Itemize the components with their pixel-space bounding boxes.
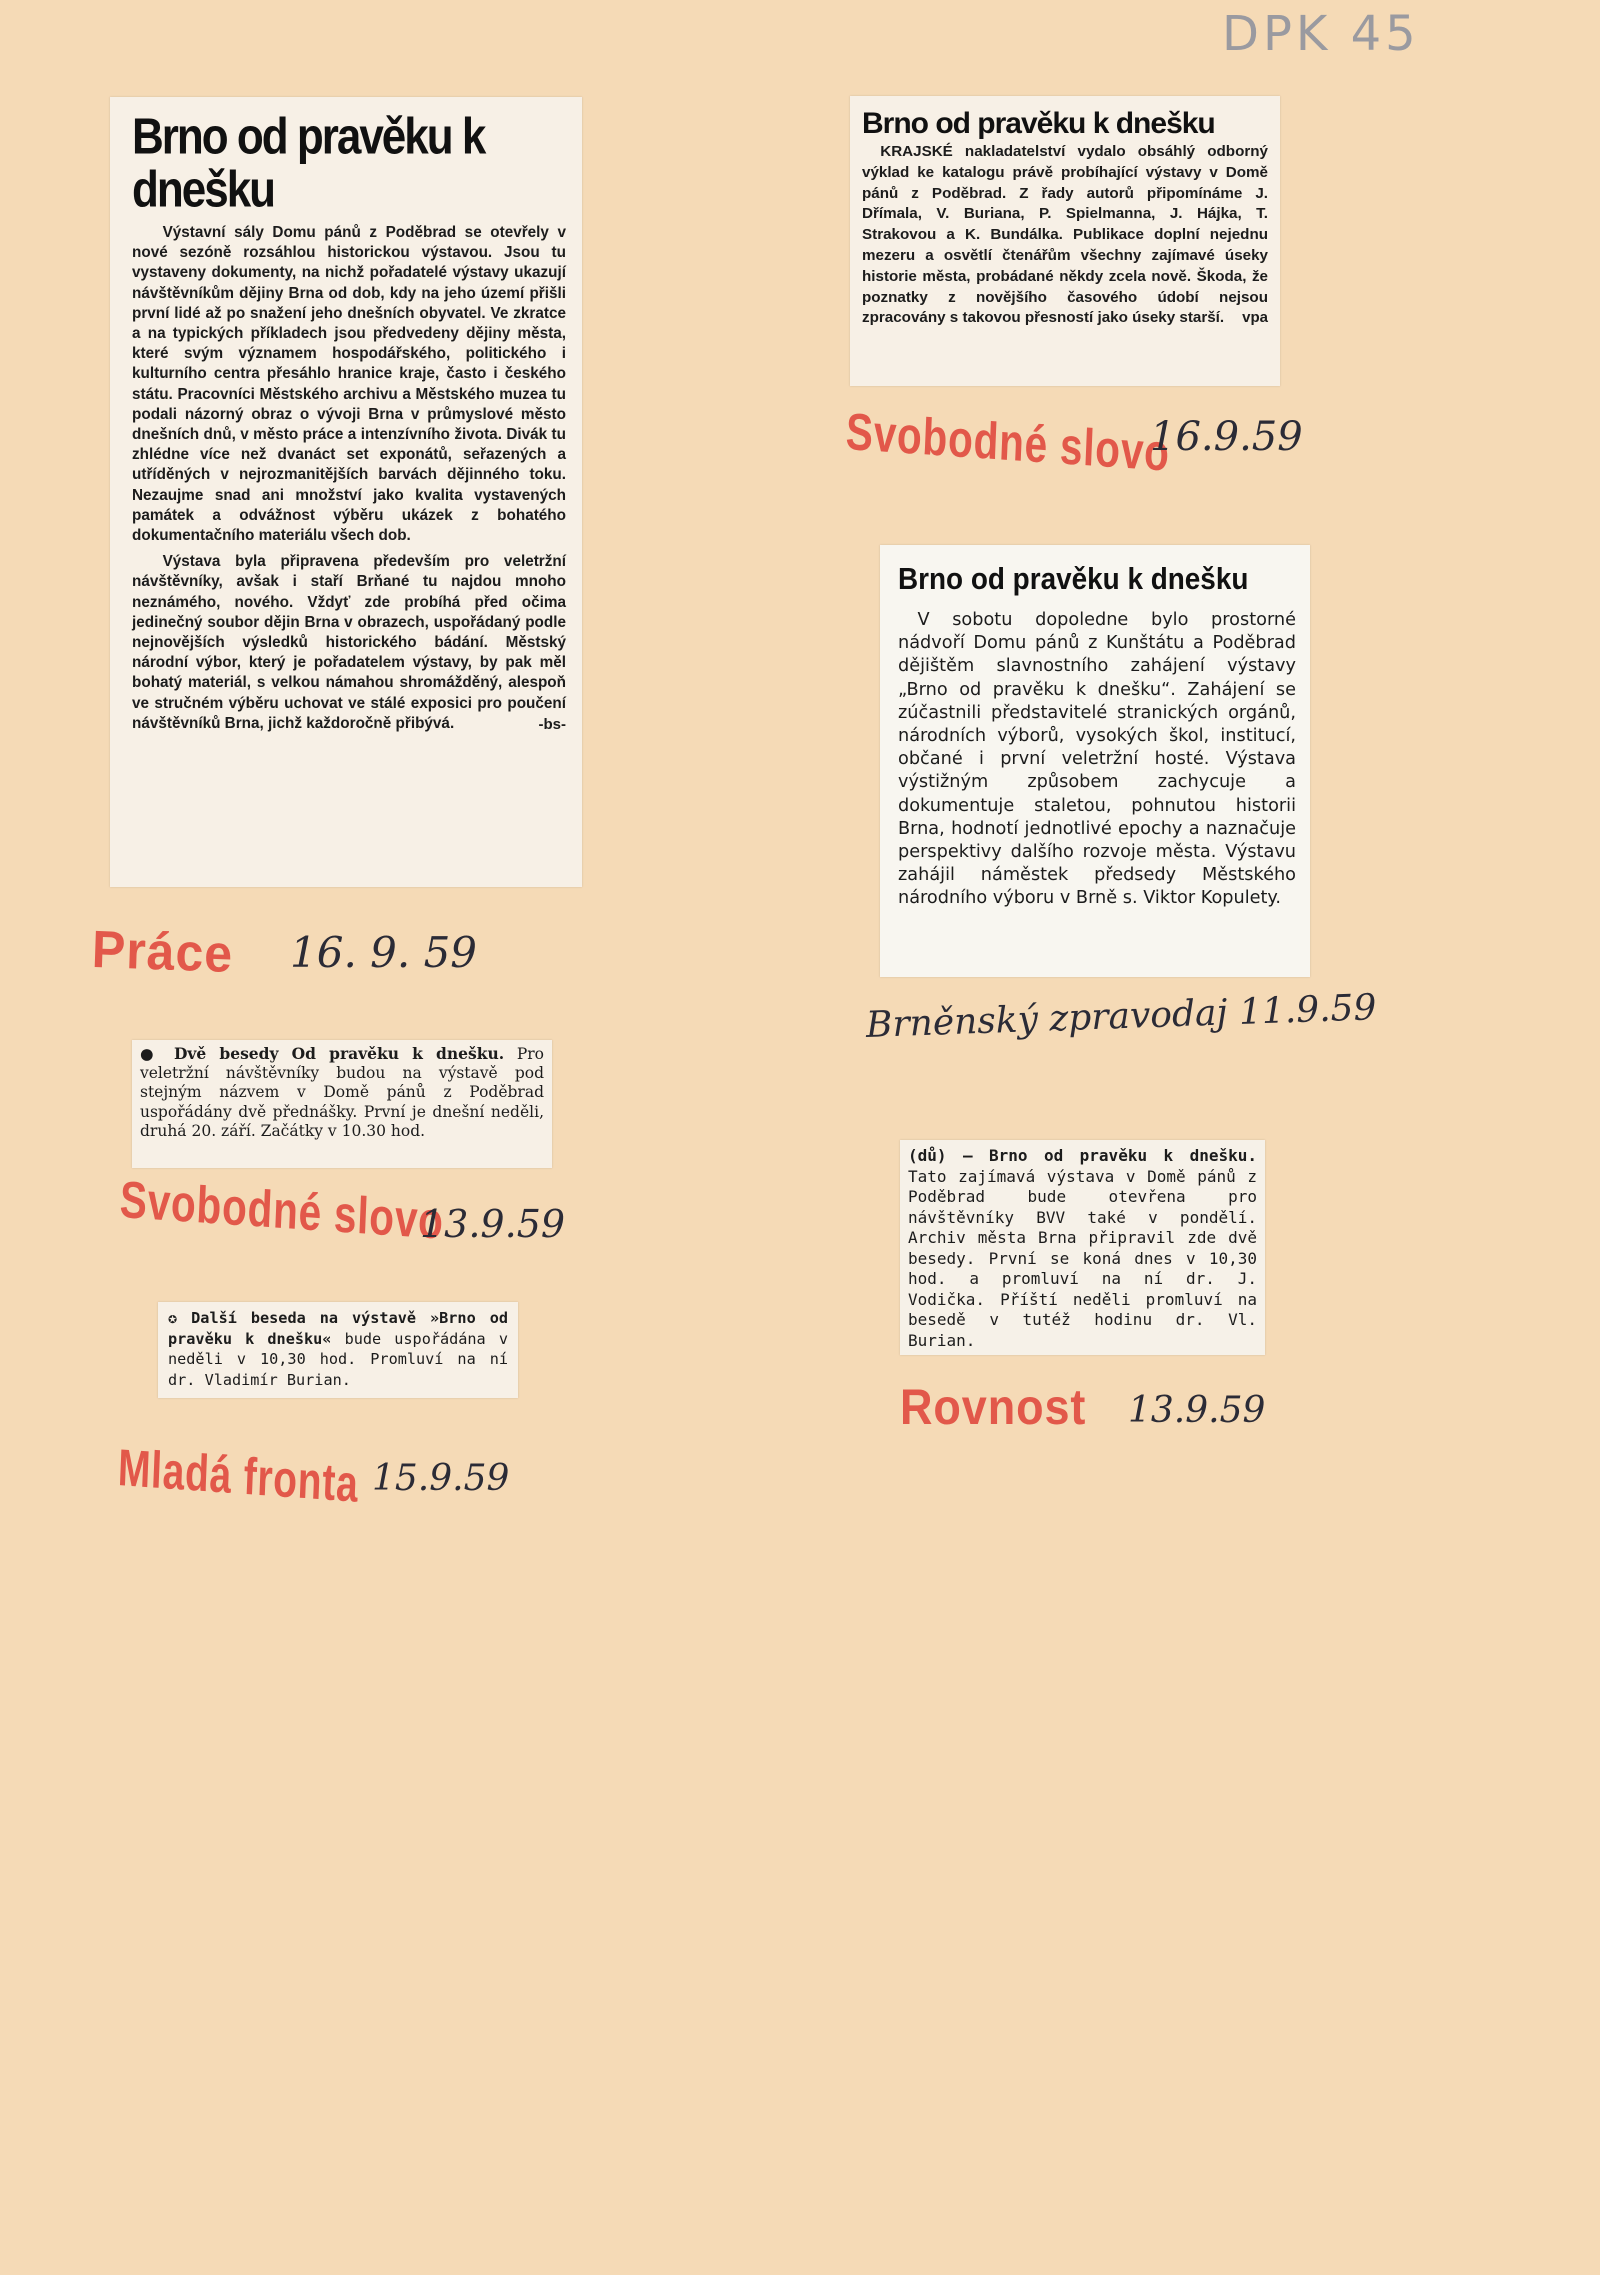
clipping-mlada-fronta <box>158 1302 518 1398</box>
article-body: Pro veletržní návštěvníky budou na výstavě pod stejným názvem v Domě pánů z Poděbrad uspořádány dvě přednášky. První je dnešní neděli, druhá 20. září. Začátky v 10.30 hod. <box>140 1045 544 1140</box>
article-text <box>908 1146 1257 1351</box>
author-signature: vpa <box>1242 309 1268 327</box>
clipping-svobodne-slovo-1 <box>850 96 1280 386</box>
clipping-rovnost <box>900 1140 1265 1355</box>
article-text: V sobotu dopoledne bylo prostorné nádvoří Domu pánů z Kunštátu a Poděbrad dějištěm slavnostního zahájení výstavy „Brno od pravěku k dnešku“. Zahájení se zúčastnili představitelé stranických orgánů, národních výborů, vysokých škol, institucí, občané i první veletržní hosté. Výstava výstižným způsobem zachycuje a dokumentuje staletou, pohnutou historii Brna, hodnotí jednotlivé epochy a naznačuje perspektivy dalšího rozvoje města. Výstavu zahájil náměstek předsedy Městského národního výboru v Brně s. Viktor Kopulety. <box>898 610 1296 909</box>
headline: Brno od pravěku k dnešku <box>898 561 1249 596</box>
article-body: Tato zajímavá výstava v Domě pánů z Poděbrad bude otevřena pro návštěvníky BVV také v pondělí. Archiv města Brna připravil zde dvě besedy. První se koná dnes v 10,30 hod. a promluví na ní dr. J. Vodička. Příští neděli promluví na besedě v tutéž hodinu dr. Vl. Burian. <box>908 1166 1257 1350</box>
article-text: KRAJSKÉ nakladatelství vydalo obsáhlý odborný výklad ke katalogu právě probíhající výstavy v Domě pánů z Poděbrad. Z řady autorů připomínáme J. Dřímala, V. Buriana, P. Spielmanna, J. Hájka, T. Strakovou a K. Bundálka. Publikace doplní nejednu mezeru a osvětlí čtenářům všechny zajímavé úseky historie města, probádané někdy zcela nově. Škoda, že poznatky z novějšího časového údobí nejsou zpracovány s takovou přesností jako úseky starší. <box>862 143 1268 327</box>
source-stamp: Svobodné slovo <box>844 403 1171 483</box>
source-stamp: Svobodné slovo <box>118 1171 445 1251</box>
article-body: bude uspořádána v neděli v 10,30 hod. Promluví na ní dr. Vladimír Burian. <box>168 1329 508 1389</box>
source-stamp: Rovnost <box>900 1379 1087 1435</box>
archive-page-mark: DPK 45 <box>1222 6 1420 62</box>
clipping-prace <box>110 97 582 887</box>
handwritten-date: 13.9.59 <box>1128 1390 1266 1431</box>
article-text <box>168 1308 508 1390</box>
clipping-svobodne-slovo-2 <box>132 1040 552 1168</box>
headline: Brno od pravěku k dnešku <box>132 108 485 218</box>
source-stamp: Práce <box>91 919 235 984</box>
handwritten-date: 16. 9. 59 <box>290 928 478 977</box>
handwritten-date: 16.9.59 <box>1150 414 1303 460</box>
source-stamp: Mladá fronta <box>116 1439 360 1514</box>
clipping-brnensky-zpravodaj <box>880 545 1310 977</box>
article-lead: Další beseda na výstavě »Brno od pravěku k dnešku« <box>168 1309 508 1348</box>
article-lead: (dů) — Brno od pravěku k dnešku. <box>908 1146 1257 1165</box>
article-text <box>140 1044 544 1141</box>
star-icon: ✪ <box>168 1309 178 1327</box>
handwritten-date: 13.9.59 <box>420 1202 566 1246</box>
handwritten-source: Brněnský zpravodaj 11.9.59 <box>865 987 1378 1046</box>
headline: Brno od pravěku k dnešku <box>862 107 1215 140</box>
handwritten-date: 15.9.59 <box>372 1458 510 1499</box>
article-lead: Dvě besedy Od pravěku k dnešku. <box>173 1044 505 1063</box>
article-paragraph: Výstavní sály Domu pánů z Poděbrad se otevřely v nové sezóně rozsáhlou historickou výstavou. Jsou tu vystaveny dokumenty, na nichž pořadatelé výstavy ukazují návštěvníkům dějiny Brna od dob, kdy na jeho území přišli první lidé až po snažení jeho dnešních obyvatel. Ve zkratce a na typických příkladech jsou předvedeny dějiny města, které svým významem hospodářského, politického i kulturního centra přesáhlo hranice kraje, často i českého státu. Pracovníci Městského archivu a Městského muzea tu podali názorný obraz o vývoji Brna v průmyslové město dnešních dnů, v město práce a intenzívního života. Divák tu zhlédne více než dvanáct set exponátů, seřazených a utříděných v nejrozmanitějších barvách dějinného toku. Nezaujme snad ani množství jako kvalita vystavených památek a odvážnost výběru ukázek z bohatého dokumentačního materiálu všech dob. <box>132 224 566 545</box>
author-signature: -bs- <box>538 716 566 734</box>
bullet-icon: ● <box>140 1044 162 1063</box>
article-paragraph: Výstava byla připravena především pro veletržní návštěvníky, avšak i staří Brňané tu najdou mnoho neznámého, nového. Vždyť zde probíhá před očima jedinečný soubor dějin Brna v obrazech, uspořádaný podle nejnovějších výsledků historického bádání. Městský národní výbor, který je pořadatelem výstavy, by pak měl bohatý materiál, s velkou námahou shromážděný, alespoň ve stručném výběru uchovat ve stálé exposici pro poučení návštěvníků Brna, jichž každoročně přibývá. <box>132 553 566 732</box>
